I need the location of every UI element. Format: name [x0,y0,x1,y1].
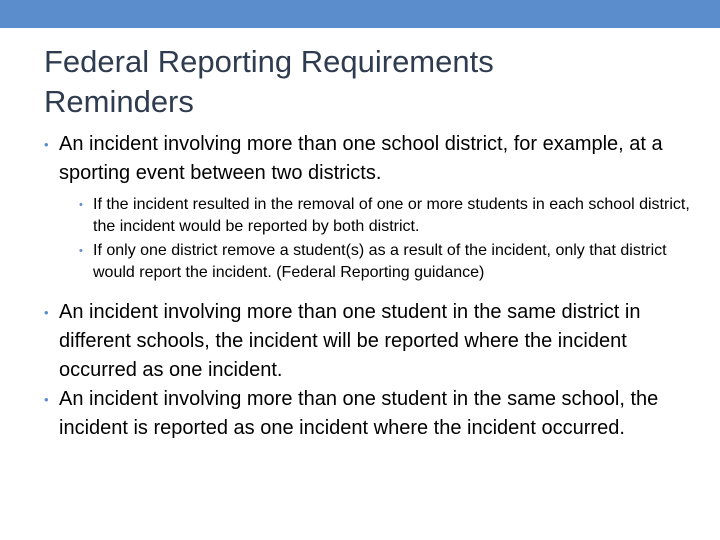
slide-title [44,42,684,122]
bullet-item-2 [44,298,694,385]
slide-title-line1: Federal Reporting Requirements [44,44,494,79]
slide-title-line2: Reminders [44,84,194,119]
sub-bullet-list [79,194,694,284]
sub-bullet-item-1 [79,194,694,238]
bullet-text-2: An incident involving more than one student in the same district in different schools, the incident will be reported where the incident occurred as one incident. [59,301,641,381]
bullet-list [44,130,694,443]
sub-bullet-item-2 [79,240,694,284]
header-accent-bar [0,0,720,28]
bullet-item-1 [44,130,694,284]
bullet-item-3 [44,385,694,443]
sub-bullet-text-1: If the incident resulted in the removal of one or more students in each school district, the incident would be reported by both district. [93,196,690,235]
sub-bullet-text-2: If only one district remove a student(s) as a result of the incident, only that district would report the incident. (Federal Reporting guidance) [93,242,667,281]
bullet-text-3: An incident involving more than one student in the same school, the incident is reported as one incident where the incident occurred. [59,388,659,439]
bullet-text-1: An incident involving more than one school district, for example, at a sporting event between two districts. [59,133,663,184]
